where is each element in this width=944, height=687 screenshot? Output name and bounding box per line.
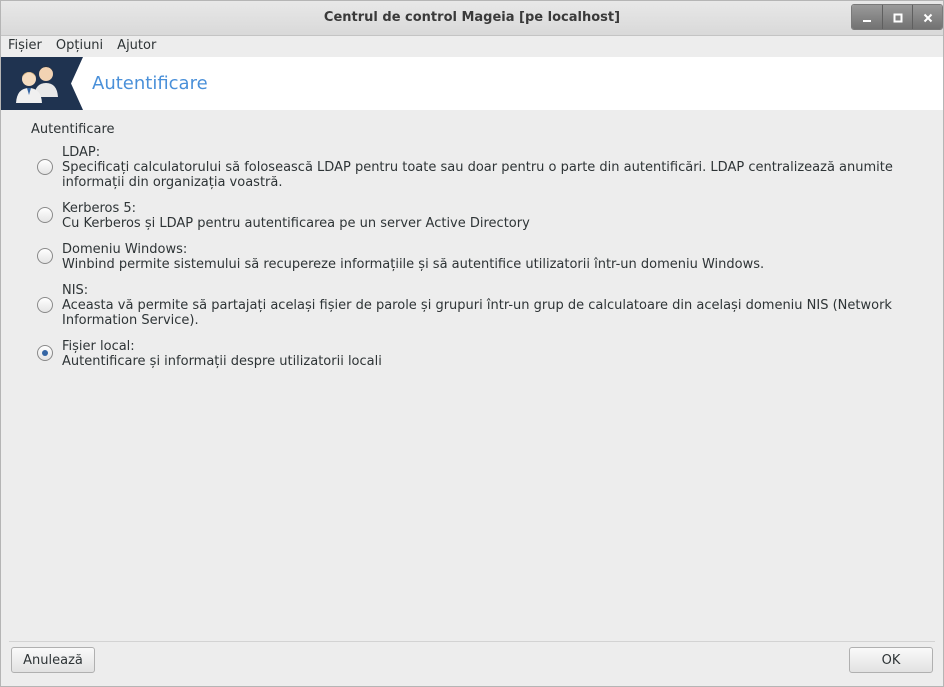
option-text	[62, 242, 902, 272]
option-description: Specificați calculatorului să folosească LDAP pentru toate sau doar pentru o parte din autentificări. LDAP centralizează anumite	[62, 160, 893, 175]
radio-windows-domain[interactable]	[37, 248, 53, 264]
option-text	[62, 145, 902, 190]
option-title: Fișier local:	[62, 339, 135, 354]
title-bar[interactable]	[1, 1, 943, 36]
option-description: Autentificare și informații despre utilizatorii locali	[62, 354, 382, 369]
window-title: Centrul de control Mageia [pe localhost]	[323, 10, 621, 25]
radio-ldap[interactable]	[37, 159, 53, 175]
maximize-button[interactable]	[882, 5, 912, 30]
option-text	[62, 339, 902, 369]
menu-options[interactable]: Opțiuni	[55, 38, 104, 53]
option-description: informații din organizația voastră.	[62, 175, 283, 190]
footer-separator	[9, 641, 935, 642]
option-title: NIS:	[62, 283, 89, 298]
option-description: Winbind permite sistemului să recupereze informațiile și să autentifice utilizatorii într-un domeniu Windows.	[62, 257, 765, 272]
maximize-icon	[893, 13, 903, 23]
radio-nis[interactable]	[37, 297, 53, 313]
radio-local-file[interactable]	[37, 345, 53, 361]
page-title: Autentificare	[92, 73, 208, 94]
minimize-button[interactable]	[852, 5, 882, 30]
option-description: Aceasta vă permite să partajați același fișier de parole și grupuri într-un grup de calculatoare din același domeniu NIS (Network	[62, 298, 892, 313]
option-title: Kerberos 5:	[62, 201, 137, 216]
option-description: Cu Kerberos și LDAP pentru autentificarea pe un server Active Directory	[62, 216, 530, 231]
option-description: Information Service).	[62, 313, 199, 328]
option-text	[62, 201, 902, 231]
window-controls	[851, 4, 943, 30]
radio-kerberos[interactable]	[37, 207, 53, 223]
option-text	[62, 283, 902, 328]
close-button[interactable]	[912, 5, 942, 30]
menu-file[interactable]: Fișier	[8, 38, 42, 53]
close-icon	[923, 13, 933, 23]
section-label: Autentificare	[31, 122, 115, 137]
minimize-icon	[862, 13, 872, 23]
option-title: Domeniu Windows:	[62, 242, 188, 257]
ok-button[interactable]: OK	[849, 647, 933, 673]
users-icon	[1, 57, 83, 110]
cancel-button[interactable]: Anulează	[11, 647, 95, 673]
menu-bar	[1, 36, 943, 56]
option-title: LDAP:	[62, 145, 101, 160]
header-banner	[1, 57, 943, 110]
menu-help[interactable]: Ajutor	[117, 38, 157, 53]
